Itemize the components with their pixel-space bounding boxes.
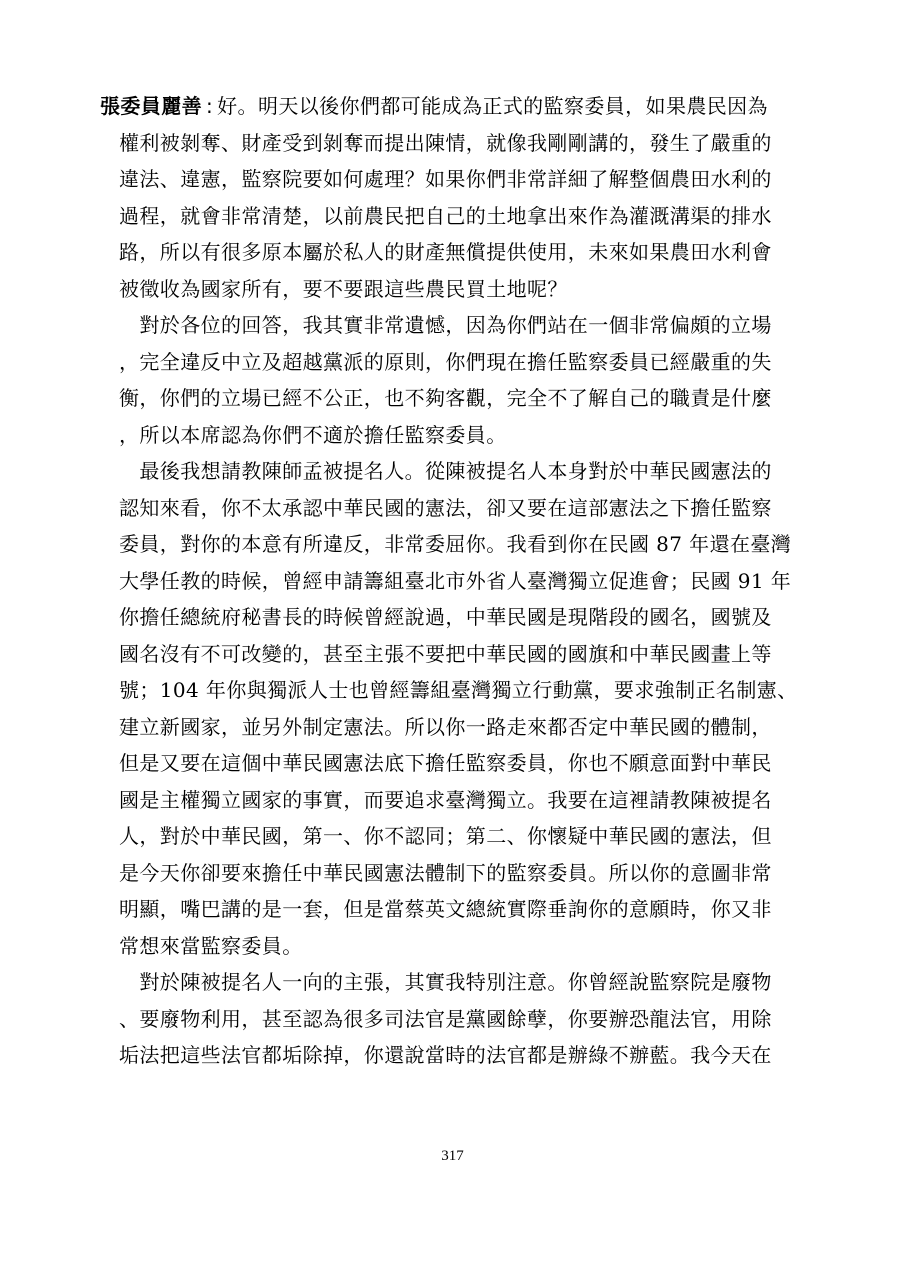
- transcript-line: 對於各位的回答，我其實非常遺憾，因為你們站在一個非常偏頗的立場: [119, 313, 772, 337]
- transcript-line: 委員，對你的本意有所違反，非常委屈你。我看到你在民國 87 年還在臺灣: [119, 532, 792, 556]
- transcript-line: 你擔任總統府秘書長的時候曾經說過，中華民國是現階段的國名，國號及: [119, 605, 772, 629]
- transcript-line: 權利被剝奪、財產受到剝奪而提出陳情，就像我剛剛講的，發生了嚴重的: [119, 130, 772, 155]
- transcript-line: 最後我想請教陳師孟被提名人。從陳被提名人本身對於中華民國憲法的: [119, 459, 772, 483]
- transcript-line: ，完全違反中立及超越黨派的原則，你們現在擔任監察委員已經嚴重的失: [119, 349, 772, 374]
- transcript-line: 違法、違憲，監察院要如何處理？如果你們非常詳細了解整個農田水利的: [119, 167, 772, 191]
- speaker-name: 張委員麗善: [100, 94, 202, 118]
- page-number: 317: [441, 1148, 464, 1164]
- transcript-line: 常想來當監察委員。: [119, 933, 303, 958]
- transcript-body: [100, 88, 809, 1074]
- transcript-line: 垢法把這些法官都垢除掉，你還說當時的法官都是辦綠不辦藍。我今天在: [119, 1043, 772, 1067]
- transcript-line: 是今天你卻要來擔任中華民國憲法體制下的監察委員。所以你的意圖非常: [119, 860, 772, 885]
- transcript-line: 對於陳被提名人一向的主張，其實我特別注意。你曾經說監察院是廢物: [119, 970, 772, 994]
- transcript-line: 但是又要在這個中華民國憲法底下擔任監察委員，你也不願意面對中華民: [119, 751, 772, 775]
- transcript-line: 明顯，嘴巴講的是一套，但是當蔡英文總統實際垂詢你的意願時，你又非: [119, 897, 772, 921]
- transcript-line: 號；104 年你與獨派人士也曾經籌組臺灣獨立行動黨，要求強制正名制憲、: [119, 678, 798, 702]
- transcript-line: 人，對於中華民國，第一、你不認同；第二、你懷疑中華民國的憲法，但: [119, 824, 772, 848]
- transcript-line: [100, 88, 809, 125]
- line-text: 好。明天以後你們都可能成為正式的監察委員，如果農民因為: [217, 94, 768, 118]
- transcript-line: 衡，你們的立場已經不公正，也不夠客觀，完全不了解自己的職責是什麼: [119, 386, 772, 410]
- transcript-line: 大學任教的時候，曾經申請籌組臺北市外省人臺灣獨立促進會；民國 91 年: [119, 568, 792, 593]
- transcript-line: 過程，就會非常清楚，以前農民把自己的土地拿出來作為灌溉溝渠的排水: [119, 203, 772, 228]
- speaker-colon: :: [206, 94, 214, 118]
- transcript-line: 國名沒有不可改變的，甚至主張不要把中華民國的國旗和中華民國畫上等: [119, 641, 772, 666]
- transcript-line: 認知來看，你不太承認中華民國的憲法，卻又要在這部憲法之下擔任監察: [119, 495, 772, 520]
- transcript-line: 路，所以有很多原本屬於私人的財產無償提供使用，未來如果農田水利會: [119, 240, 772, 264]
- transcript-line: 國是主權獨立國家的事實，而要追求臺灣獨立。我要在這裡請教陳被提名: [119, 787, 772, 812]
- transcript-line: 被徵收為國家所有，要不要跟這些農民買土地呢？: [119, 276, 568, 301]
- transcript-line: 、要廢物利用，甚至認為很多司法官是黨國餘孽，你要辦恐龍法官，用除: [119, 1006, 772, 1031]
- transcript-line: ，所以本席認為你們不適於擔任監察委員。: [119, 422, 507, 447]
- transcript-line: 建立新國家，並另外制定憲法。所以你一路走來都否定中華民國的體制，: [119, 714, 772, 739]
